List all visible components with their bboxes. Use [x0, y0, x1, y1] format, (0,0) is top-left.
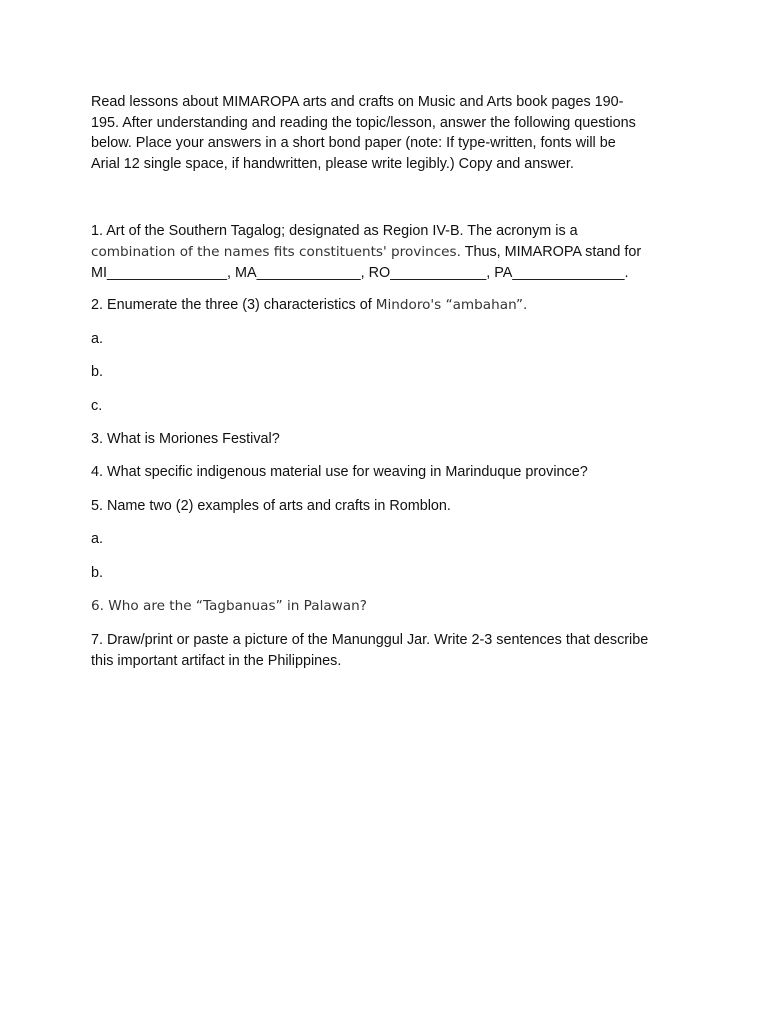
question-1-blanks: MI_______________, MA_____________, RO____________, PA______________.: [91, 265, 629, 281]
question-2-item-a: a.: [91, 331, 104, 347]
question-5: 5. Name two (2) examples of arts and crafts in Romblon.: [91, 498, 451, 514]
question-4: 4. What specific indigenous material use for weaving in Marinduque province?: [91, 464, 588, 480]
question-2-text-light: Mindoro's “ambahan”.: [375, 297, 528, 313]
question-1-line-1: 1. Art of the Southern Tagalog; designated as Region IV-B. The acronym is a: [91, 223, 578, 239]
instructions-line-2: 195. After understanding and reading the topic/lesson, answer the following questions: [91, 114, 636, 131]
question-7: [91, 630, 648, 672]
instructions-line-3: below. Place your answers in a short bond paper (note: If type-written, fonts will be: [91, 135, 616, 151]
question-6: 6. Who are the “Tagbanuas” in Palawan?: [91, 598, 367, 614]
question-2-item-c: c.: [91, 398, 103, 414]
question-7-line-2: this important artifact in the Philippines.: [91, 653, 342, 669]
question-5-item-b: b.: [91, 565, 104, 581]
question-1-line-2-light: combination of the names fits constituents' provinces.: [91, 244, 461, 260]
question-2-text: 2. Enumerate the three (3) characteristics of: [91, 297, 376, 313]
question-5-item-a: a.: [91, 531, 104, 547]
question-1-line-2: [91, 242, 641, 263]
question-2: [91, 295, 527, 316]
question-3: 3. What is Moriones Festival?: [91, 431, 280, 447]
instructions-paragraph: [91, 92, 691, 174]
instructions-line-1: Read lessons about MIMAROPA arts and crafts on Music and Arts book pages 190-: [91, 94, 624, 110]
question-1: [91, 221, 641, 284]
question-7-line-1: 7. Draw/print or paste a picture of the Manunggul Jar. Write 2-3 sentences that describe: [91, 632, 649, 648]
instructions-line-4: Arial 12 single space, if handwritten, please write legibly.) Copy and answer.: [91, 155, 574, 172]
question-1-line-2-rest: Thus, MIMAROPA stand for: [460, 244, 642, 260]
question-2-item-b: b.: [91, 364, 104, 380]
